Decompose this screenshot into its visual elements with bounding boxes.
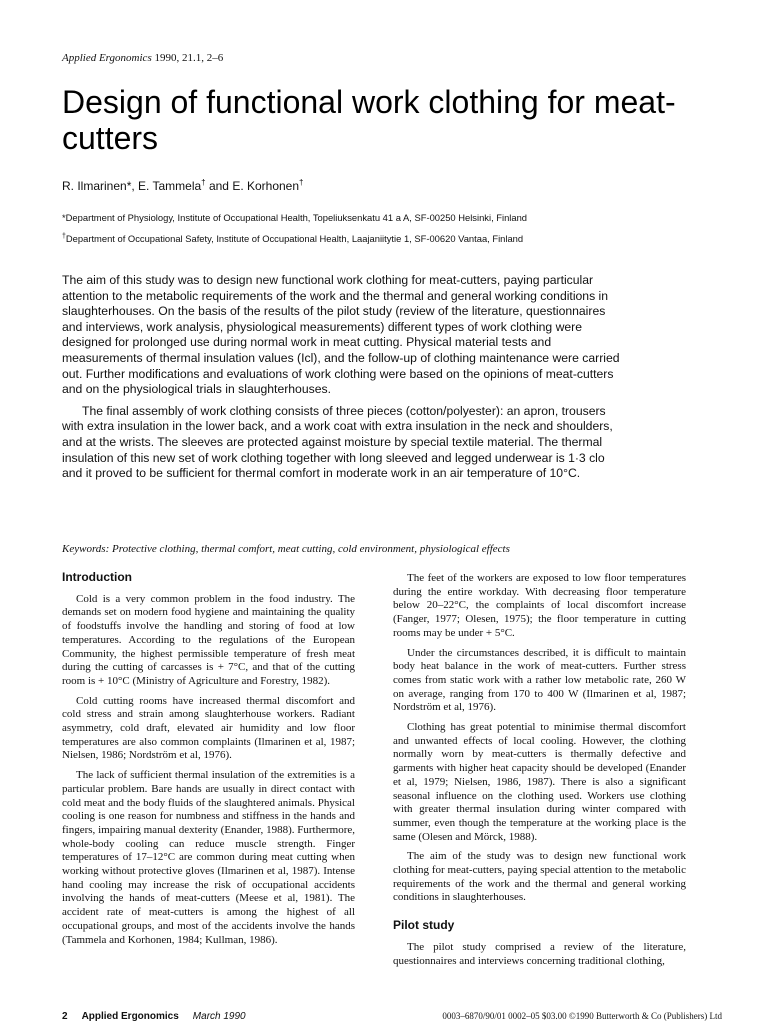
body-paragraph: The pilot study comprised a review of the literature, questionnaires and interviews concerning traditional clothing, — [393, 940, 686, 967]
body-paragraph: Cold is a very common problem in the food industry. The demands set on modern food hygiene and maintaining the quality of foodstuffs involve the handling and storing of food at low temperatures. According to the regulations of the European Community, the highest permissible temperature of fresh meat during the cutting of carcasses is + 7°C, and that of the cutting room is + 10°C (Ministry of Agriculture and Forestry, 1982). — [62, 592, 355, 687]
journal-citation — [62, 52, 223, 64]
article-title: Design of functional work clothing for meat-cutters — [62, 84, 676, 156]
affiliation-mark: † — [62, 233, 66, 240]
footer-journal: Applied Ergonomics — [81, 1011, 179, 1022]
affiliation-mark: † — [201, 178, 206, 187]
affiliation-mark: † — [299, 178, 304, 187]
right-column — [393, 572, 686, 974]
body-paragraph: Clothing has great potential to minimise thermal discomfort and unwanted effects of local cooling. However, the clothing normally worn by meat-cutters is thermally defective and garments with higher heat capacity should be developed (Enander et al, 1979; Nielsen, 1986, 1987). There is also a significant seasonal influence on the clothing used. Workers use clothing with greater thermal insulation during winter compared with summer, even though the temperature at the working place is the same (Olesen and Mörck, 1988). — [393, 721, 686, 843]
keywords: Keywords: Protective clothing, thermal comfort, meat cutting, cold environment, physiological effects — [62, 543, 510, 555]
affiliation-2 — [62, 233, 523, 244]
author-names-2: and E. Korhonen — [205, 179, 300, 193]
footer-left — [62, 1011, 260, 1022]
affiliation-mark: * — [62, 212, 66, 223]
abstract — [62, 273, 622, 482]
pilot-study-heading: Pilot study — [393, 918, 455, 933]
body-paragraph: The feet of the workers are exposed to low floor temperatures during the entire workday. With decreasing floor temperature below 20–22°C, the complaints of local discomfort increase (Fanger, 1977; Olesen, 1975); the floor temperature in cutting rooms may be under + 5°C. — [393, 572, 686, 639]
body-paragraph: The lack of sufficient thermal insulation of the extremities is a particular problem. Bare hands are usually in direct contact with cold meat and the body fluids of the slaughtered animals. Physical cooling is one reason for numbness and stiffness in the hands and fingers, impairing manual dexterity (Enander, 1988). Furthermore, whole-body cooling can reduce muscle strength. Finger temperatures of 17–12°C are common during meat cutting when working without protective gloves (Ilmarinen et al, 1987). Intense hand cooling may increase the risk of occupational accidents involving the hands of meat-cutters (Meese et al, 1981). The accident rate of meat-cutters is among the highest of all occupational groups, and most of the accidents involve the hands (Tammela and Korhonen, 1984; Kullman, 1986). — [62, 769, 355, 946]
affiliation-1 — [62, 212, 527, 223]
citation-details: 1990, 21.1, 2–6 — [151, 52, 224, 64]
page-footer — [62, 1011, 722, 1022]
body-paragraph: Under the circumstances described, it is difficult to maintain body heat balance in the work of meat-cutters. Further stress comes from static work with a rather low metabolic rate, 260 W on average, ranging from 170 to 400 W (Ilmarinen et al, 1987; Nordström et al, 1976). — [393, 646, 686, 714]
abstract-paragraph-1: The aim of this study was to design new functional work clothing for meat-cutters, paying particular attention to the metabolic requirements of the work and the thermal and general working conditions in slaughterhouses. On the basis of the results of the pilot study (review of the literature, questionnaires and interviews, work analysis, physiological measurements) different types of work clothing were designed for prolonged use during normal work in meat cutting. Physical material tests and measurements of thermal insulation values (Icl), and the follow-up of clothing maintenance were carried out. Further modifications and evaluations of work clothing were based on the opinions of meat-cutters and on the physiological trials in slaughterhouses. — [62, 273, 620, 397]
journal-name: Applied Ergonomics — [62, 52, 152, 64]
author-list — [62, 178, 303, 193]
copyright-line: 0003–6870/90/01 0002–05 $03.00 ©1990 Butterworth & Co (Publishers) Ltd — [442, 1011, 722, 1021]
body-paragraph: The aim of the study was to design new functional work clothing for meat-cutters, paying special attention to the metabolic requirements of the work and the thermal and general working conditions in slaughterhouses. — [393, 850, 686, 904]
affiliation-text: Department of Occupational Safety, Institute of Occupational Health, Laajaniitytie 1, SF-00620 Vantaa, Finland — [65, 233, 524, 245]
introduction-heading: Introduction — [62, 570, 132, 584]
author-names-1: R. Ilmarinen*, E. Tammela — [62, 179, 202, 193]
page-number: 2 — [62, 1011, 68, 1022]
affiliation-text: Department of Physiology, Institute of Occupational Health, Topeliuksenkatu 41 a A, SF-00250 Helsinki, Finland — [65, 212, 528, 223]
left-column — [62, 571, 355, 953]
abstract-paragraph-2: The final assembly of work clothing consists of three pieces (cotton/polyester): an apron, trousers with extra insulation in the lower back, and a work coat with extra insulation in the neck and shoulders, and at the wrists. The sleeves are protected against moisture by special textile material. The thermal insulation of this new set of work clothing together with long sleeved and legged underwear is 1·3 clo and it proved to be sufficient for thermal comfort in moderate work in an air temperature of 10°C. — [62, 403, 613, 481]
body-paragraph: Cold cutting rooms have increased thermal discomfort and cold stress and strain among slaughterhouse workers. Radiant asymmetry, cold draft, elevated air humidity and low floor temperatures are also common complaints (Ilmarinen et al, 1987; Nielsen, 1986; Nordström et al, 1976). — [62, 694, 355, 762]
footer-date: March 1990 — [192, 1011, 246, 1022]
